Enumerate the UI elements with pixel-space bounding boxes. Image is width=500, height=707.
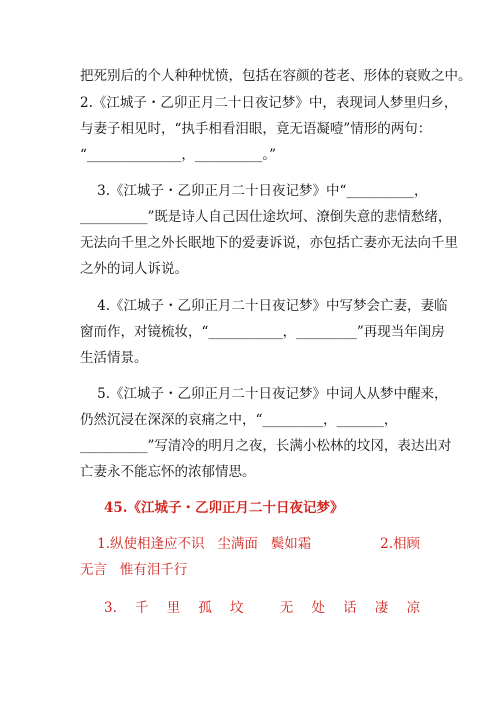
question-3-line-1: 3.《江城子・乙卯正月二十日夜记梦》中“__________， bbox=[80, 183, 428, 199]
question-4-line-1: 4.《江城子・乙卯正月二十日夜记梦》中写梦会亡妻，妻临 bbox=[80, 298, 448, 314]
question-4-line-3: 生活情景。 bbox=[80, 350, 148, 366]
question-2-line-3: “______________，__________。” bbox=[80, 147, 277, 163]
answer-3-char: 凄 bbox=[374, 600, 389, 616]
answer-3-char: 3. bbox=[104, 600, 117, 616]
question-2-line-1: 2.《江城子・乙卯正月二十日夜记梦》中，表现词人梦里归乡， bbox=[80, 95, 458, 111]
question-5-line-1: 5.《江城子・乙卯正月二十日夜记梦》中词人从梦中醒来， bbox=[80, 386, 448, 402]
answer-3-line bbox=[104, 598, 420, 618]
answer-3-char: 坟 bbox=[230, 600, 244, 616]
answer-3-char: 处 bbox=[311, 600, 325, 616]
answer-2-line-2: 无言 惟有泪千行 bbox=[80, 562, 188, 578]
question-2-line-2: 与妻子相见时，“执手相看泪眼，竟无语凝噎”情形的两句： bbox=[80, 121, 432, 137]
question-3-line-4: 之外的词人诉说。 bbox=[80, 261, 188, 277]
answer-3-char: 孤 bbox=[198, 600, 212, 616]
answer-3-char: 里 bbox=[166, 600, 181, 616]
answer-1-line-1 bbox=[80, 534, 420, 554]
question-3-line-2: __________”既是诗人自己因仕途坎坷、潦倒失意的悲情愁绪， bbox=[80, 209, 452, 225]
answer-3-char: 无 bbox=[279, 600, 294, 616]
answers-title: 45.《江城子・乙卯正月二十日夜记梦》 bbox=[104, 500, 344, 516]
paragraph-line: 把死别后的个人种种忧愤，包括在容颜的苍老、形体的衰败之中。 bbox=[80, 68, 472, 84]
answer-3-char: 凉 bbox=[406, 600, 420, 616]
question-3-line-3: 无法向千里之外长眠地下的爱妻诉说，亦包括亡妻亦无法向千里 bbox=[80, 235, 458, 251]
question-4-line-2: 窗而作，对镜梳妆，“___________，_________”再现当年闺房 bbox=[80, 324, 445, 340]
question-5-line-4: 亡妻永不能忘怀的浓郁情思。 bbox=[80, 464, 256, 480]
question-5-line-3: __________”写清冷的明月之夜，长满小松林的坟冈，表达出对 bbox=[80, 438, 452, 454]
answer-2-start: 2.相顾 bbox=[380, 536, 420, 552]
answer-3-char: 千 bbox=[135, 600, 149, 616]
question-5-line-2: 仍然沉浸在深深的哀痛之中，“_________，_______， bbox=[80, 412, 398, 428]
answer-3-char: 话 bbox=[343, 600, 357, 616]
answer-1-text: 1.纵使相逢应不识 尘满面 鬓如霜 bbox=[80, 536, 312, 552]
